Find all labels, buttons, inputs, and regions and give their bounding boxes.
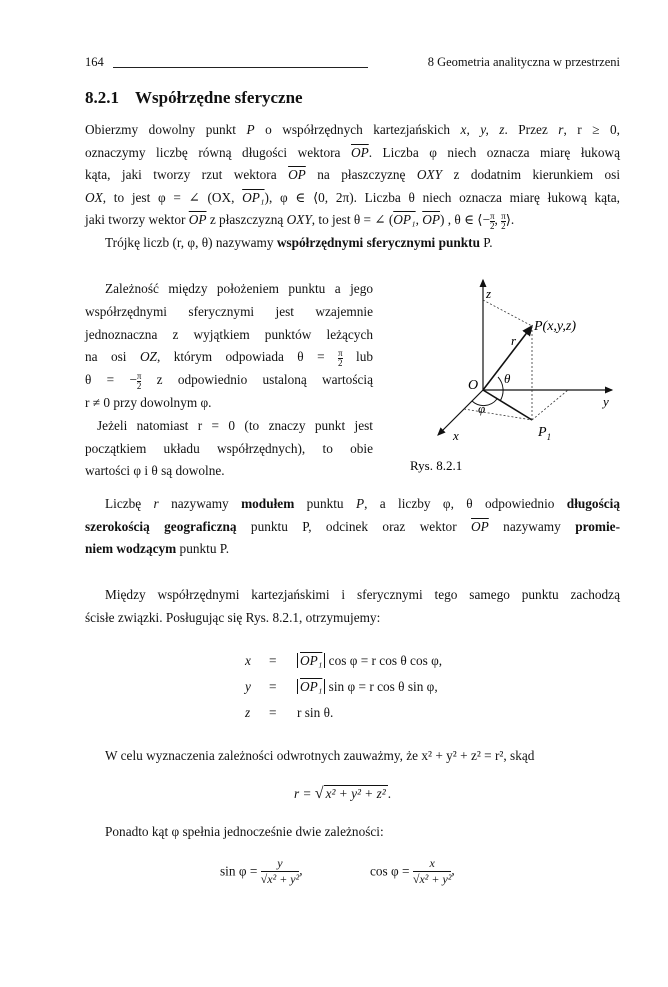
dotted-line <box>532 390 568 420</box>
dotted-line <box>483 300 532 326</box>
header-rule <box>113 67 368 68</box>
figure-caption: Rys. 8.2.1 <box>410 458 463 473</box>
equation-x: x = OP₁ cos φ = r cos θ cos φ, <box>245 653 443 668</box>
point-p-label: P(x,y,z) <box>534 319 576 334</box>
x-label: x <box>453 428 459 443</box>
origin-label: O <box>468 378 479 393</box>
paragraph-relations: Między współrzędnymi kartezjańskimi i sferycznymi tego samego punktu zachodzą ścisłe związki. Posługując się Rys. 8.2.1, otrzymujemy: <box>85 587 620 625</box>
theta-arc <box>498 377 503 401</box>
x-axis <box>438 390 486 435</box>
equation-y: y = OP₁ sin φ = r cos θ sin φ, <box>245 679 438 694</box>
page-number: 164 <box>85 55 104 69</box>
spherical-coordinates-figure <box>400 270 625 485</box>
section-heading <box>85 88 303 108</box>
theta-label: θ <box>504 371 511 386</box>
z-label: z <box>486 286 492 301</box>
equation-cos: cos φ = $\frac{x}{\text{√x² + y²}}$ , <box>370 856 455 886</box>
section-number: 8.2.1 <box>85 88 119 107</box>
projection-vector <box>483 390 532 420</box>
paragraph-uniqueness: Zależność między położeniem punktu a jego współrzędnymi sferycznymi jest wzajemnie jednoznaczna z wyjątkiem punktów leżących na osi OZ, którym odpowiada θ = $\frac{\pi}{2}$ lub θ = − $\frac{\pi}{2}$ z odpowiednio ustaloną wartością r ≠ 0 przy dowolnym φ. Jeżeli natomiast r = 0 (to znaczy punkt jest początkiem układu współrzędnych), to obie wartości φ i θ są dowolne. <box>85 281 373 479</box>
equation-z: z = r sin θ. <box>245 705 334 720</box>
section-title: Współrzędne sferyczne <box>135 88 303 107</box>
paragraph-trig: Ponadto kąt φ spełnia jednocześnie dwie zależności: <box>105 824 384 839</box>
paragraph-intro: Obierzmy dowolny punkt P o współrzędnych kartezjańskich x, y, z. Przez r, r ≥ 0, oznaczymy liczbę równą długości wektora $\overline{OP}$. Liczba φ niech oznacza miarę łukową kąta, jaki tworzy rzut wektora $\overline{OP}$ na płaszczyznę OXY z dodatnim kierunkiem osi OX, to jest φ = ∠ (OX, OP₁), φ ∈ ⟨0, 2π). Liczba θ niech oznacza miarę łukową kąta, jaki tworzy wektor $\overline{OP}$ z płaszczyzną OXY, to jest θ = ∠ (OP₁, $\overline{OP}$) , θ ∈ ⟨− $\frac{\pi}{2}$ , $\frac{\pi}{2}$ ⟩. Trójkę liczb (r, φ, θ) nazywamy współrzędnymi sferycznymi punktu P. <box>85 122 621 250</box>
phi-label: φ <box>478 401 486 416</box>
chapter-title: 8 Geometria analityczna w przestrzeni <box>427 55 620 69</box>
equation-r: r = √ x² + y² + z² . <box>294 785 392 802</box>
y-label: y <box>603 394 609 409</box>
page-header <box>85 55 620 73</box>
paragraph-inverse: W celu wyznaczenia zależności odwrotnych zauważmy, że x² + y² + z² = r², skąd <box>105 748 535 763</box>
point-p1-label: $P_1$ <box>538 425 552 442</box>
paragraph-definitions: Liczbę r nazywamy modułem punktu P, a liczby φ, θ odpowiednio długością szerokością geograficzną punktu P, odcinek oraz wektor $\overline{OP}$ nazywamy promie- niem wodzącym punktu P. <box>85 496 620 557</box>
equation-sin: sin φ = $\frac{y}{\text{√x² + y²}}$ , <box>220 856 303 886</box>
r-label: r <box>511 333 517 348</box>
